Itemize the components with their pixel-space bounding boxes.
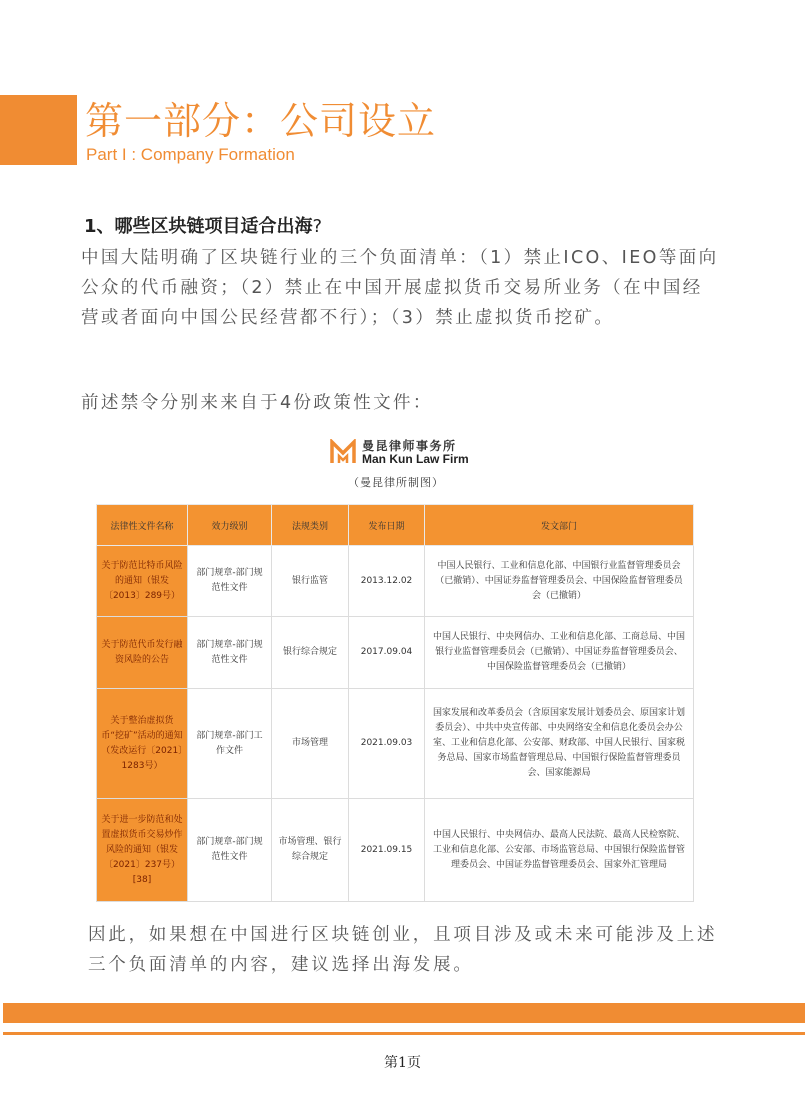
paragraph-negative-list: 中国大陆明确了区块链行业的三个负面清单：（1）禁止ICO、IEO等面向公众的代币融资；（2）禁止在中国开展虚拟货币交易所业务（在中国经营或者面向中国公民经营都不行）；（3）禁止虚拟货币挖矿。 [81, 248, 719, 328]
document-name: 关于进一步防范和处置虚拟货币交易炒作风险的通知（银发〔2021〕237号）[38] [97, 799, 188, 902]
column-header: 发布日期 [349, 505, 425, 546]
effect-level: 部门规章-部门规范性文件 [188, 799, 272, 902]
issuing-departments: 国家发展和改革委员会（含原国家发展计划委员会、原国家计划委员会）、中共中央宣传部、中央网络安全和信息化委员会办公室、工业和信息化部、公安部、财政部、中国人民银行、国家税务总局、国家市场监督管理总局、中国银行保险监督管理委员会、国家能源局 [425, 689, 694, 799]
column-header: 法规类别 [272, 505, 349, 546]
document-name: 关于防范代币发行融资风险的公告 [97, 617, 188, 689]
footer-bar [3, 1003, 805, 1023]
document-name: 关于整治虚拟货币“挖矿”活动的通知（发改运行〔2021〕1283号） [97, 689, 188, 799]
firm-logo-icon [330, 439, 356, 465]
regulation-category: 银行综合规定 [272, 617, 349, 689]
effect-level: 部门规章-部门规范性文件 [188, 546, 272, 617]
regulation-category: 市场管理、银行综合规定 [272, 799, 349, 902]
regulation-category: 市场管理 [272, 689, 349, 799]
table-row [97, 617, 694, 689]
table-row [97, 799, 694, 902]
section-heading-mark: ? [312, 216, 323, 237]
issuing-departments: 中国人民银行、工业和信息化部、中国银行业监督管理委员会（已撤销）、中国证券监督管理委员会、中国保险监督管理委员会（已撤销） [425, 546, 694, 617]
section-heading-text: 1、哪些区块链项目适合出海 [84, 216, 313, 237]
firm-name-en: Man Kun Law Firm [362, 452, 469, 466]
effect-level: 部门规章-部门规范性文件 [188, 617, 272, 689]
issuing-departments: 中国人民银行、中央网信办、工业和信息化部、工商总局、中国银行业监督管理委员会（已撤销）、中国证券监督管理委员会、中国保险监督管理委员会（已撤销） [425, 617, 694, 689]
release-date: 2013.12.02 [349, 546, 425, 617]
release-date: 2021.09.15 [349, 799, 425, 902]
page-title: 第一部分：公司设立 [85, 99, 437, 143]
release-date: 2017.09.04 [349, 617, 425, 689]
release-date: 2021.09.03 [349, 689, 425, 799]
page-number: 第1页 [384, 1055, 421, 1071]
column-header: 发文部门 [425, 505, 694, 546]
column-header: 法律性文件名称 [97, 505, 188, 546]
regulation-category: 银行监管 [272, 546, 349, 617]
table-header-row [97, 505, 694, 546]
page-subtitle: Part I : Company Formation [86, 145, 295, 164]
paragraph-conclusion: 因此，如果想在中国进行区块链创业，且项目涉及或未来可能涉及上述三个负面清单的内容，建议选择出海发展。 [88, 925, 718, 975]
footer-rule [3, 1032, 805, 1035]
column-header: 效力级别 [188, 505, 272, 546]
paragraph-sources: 前述禁令分别来来自于4份政策性文件： [81, 393, 433, 413]
figure-caption: （曼昆律所制图） [348, 476, 444, 489]
effect-level: 部门规章-部门工作文件 [188, 689, 272, 799]
table-row [97, 546, 694, 617]
section-heading [84, 212, 322, 238]
firm-name-cn: 曼昆律师事务所 [362, 439, 457, 453]
policy-table [96, 504, 694, 902]
header-accent-block [0, 95, 77, 165]
table-row [97, 689, 694, 799]
document-name: 关于防范比特币风险的通知（银发〔2013〕289号） [97, 546, 188, 617]
issuing-departments: 中国人民银行、中央网信办、最高人民法院、最高人民检察院、工业和信息化部、公安部、市场监管总局、中国银行保险监督管理委员会、中国证券监督管理委员会、国家外汇管理局 [425, 799, 694, 902]
